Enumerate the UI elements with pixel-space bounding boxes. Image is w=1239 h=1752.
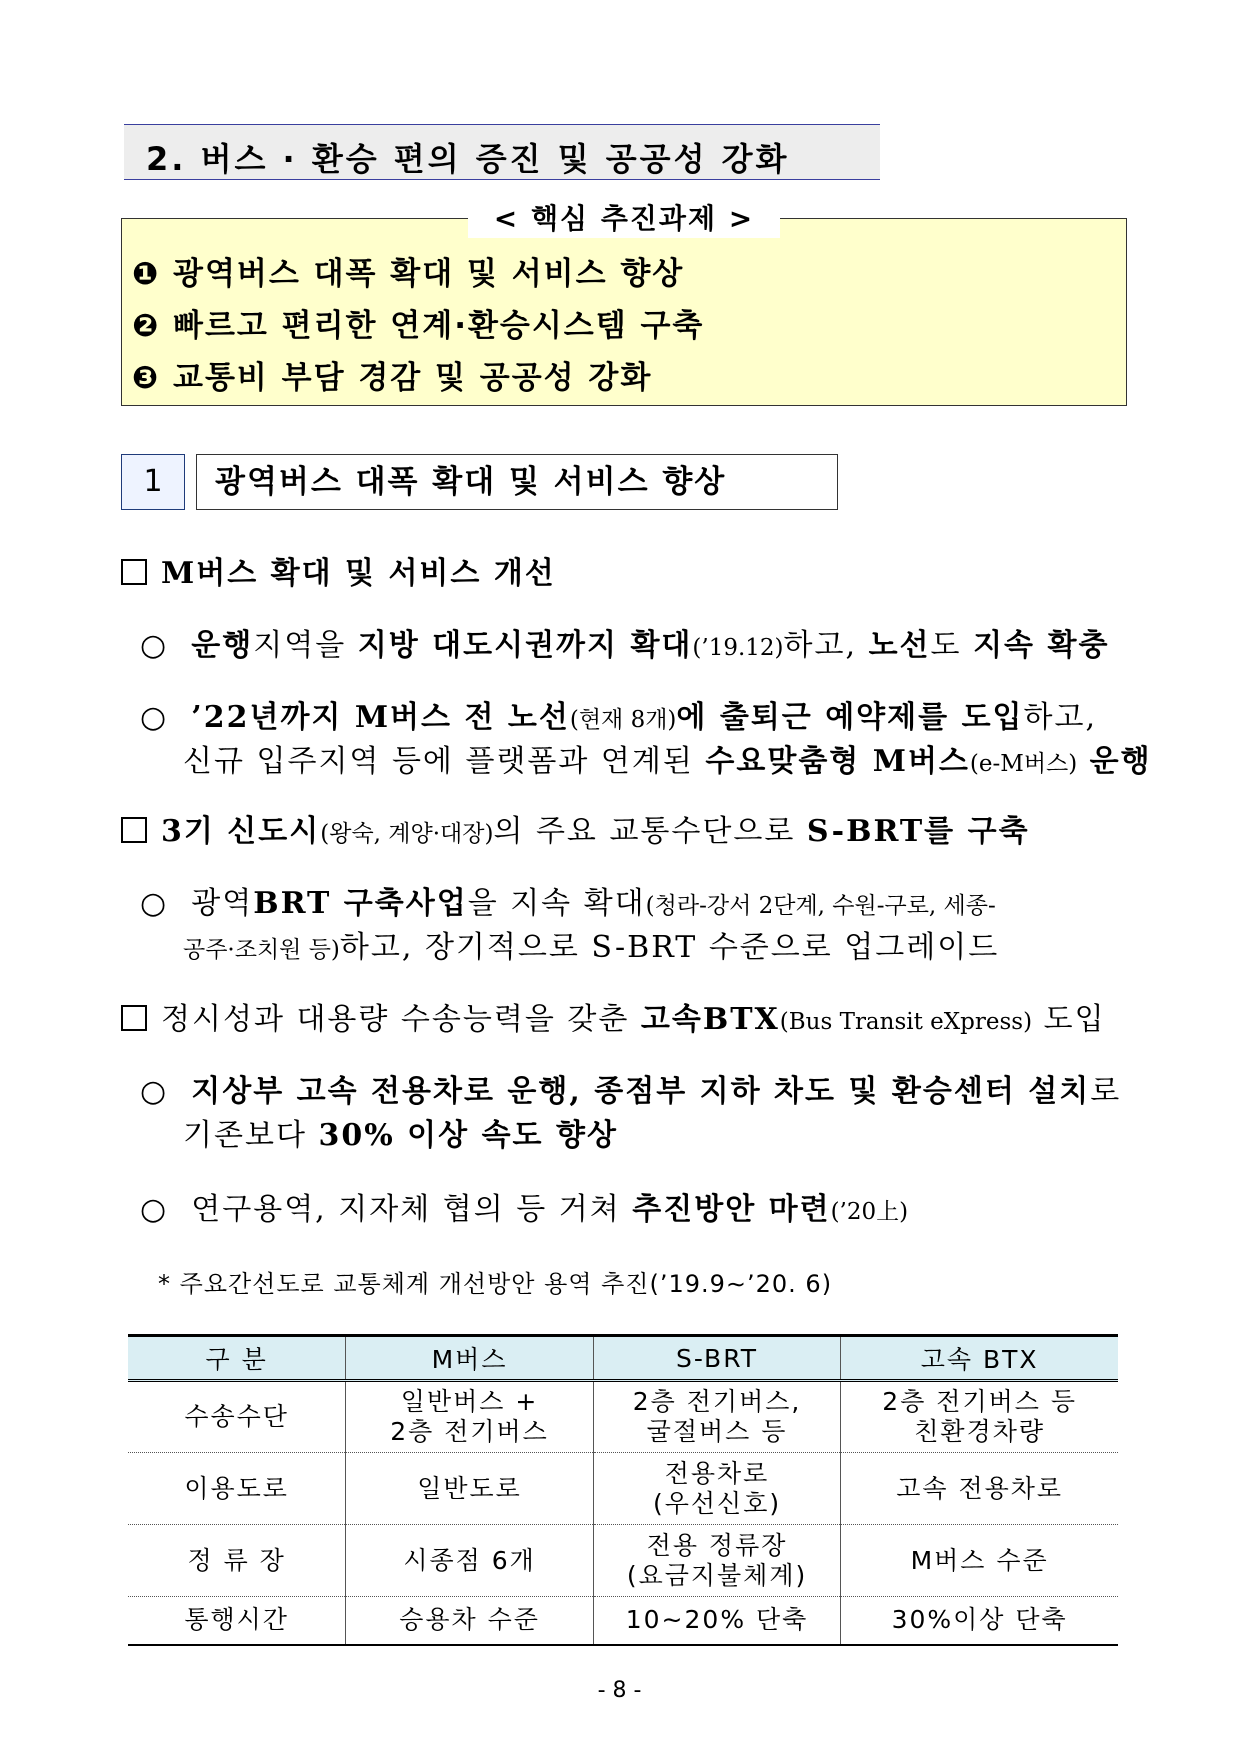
section-title-text: 2. 버스 · 환승 편의 증진 및 공공성 강화 <box>146 140 790 178</box>
bold-text: ’22년까지 M버스 전 노선 <box>191 700 570 735</box>
bullet-continuation <box>183 736 1152 780</box>
text: 로 <box>1090 1074 1122 1109</box>
bold-text: 고속BTX <box>640 1002 780 1037</box>
text: 하고, <box>1023 700 1098 735</box>
bullet-item <box>140 692 1097 736</box>
table-cell: 시종점 6개 <box>346 1525 594 1597</box>
table-cell: 2층 전기버스 등 친환경차량 <box>841 1381 1118 1453</box>
text: 정시성과 대용량 수송능력을 갖춘 <box>161 1002 641 1037</box>
bold-text: 에 출퇴근 예약제를 도입 <box>676 700 1024 735</box>
table-cell: 정 류 장 <box>128 1525 346 1597</box>
paragraph-heading: M버스 확대 및 서비스 개선 <box>161 556 556 591</box>
text: 신규 입주지역 등에 플랫폼과 연계된 <box>183 744 706 779</box>
bold-text: 추진방안 마련 <box>632 1192 831 1227</box>
table-cell: 승용차 수준 <box>346 1597 594 1645</box>
paragraph-s-brt <box>121 806 1030 850</box>
key-tasks-heading: < 핵심 추진과제 > <box>468 200 780 238</box>
comparison-table <box>128 1334 1118 1646</box>
bold-text: 운행 <box>191 628 254 663</box>
bullet-item <box>140 1184 908 1228</box>
bold-text: S-BRT를 구축 <box>806 814 1030 849</box>
small-text: (e-M버스) <box>969 751 1078 777</box>
bold-text: 3기 신도시 <box>161 814 321 849</box>
paragraph-btx <box>121 994 1106 1038</box>
small-text: (청라-강서 2단계, 수원-구로, 세종- <box>645 893 996 919</box>
subsection-title: 광역버스 대폭 확대 및 서비스 향상 <box>196 454 838 510</box>
bold-text: 지속 확충 <box>973 628 1110 663</box>
bold-text: 지상부 고속 전용차로 운행, 종점부 지하 차도 및 환승센터 설치 <box>191 1074 1091 1109</box>
table-row <box>128 1453 1118 1525</box>
table-cell: 일반도로 <box>346 1453 594 1525</box>
table-header-cell: 고속 BTX <box>841 1336 1118 1381</box>
subsection-number: 1 <box>121 454 185 510</box>
table-header-cell: S-BRT <box>593 1336 841 1381</box>
bullet-continuation <box>183 922 999 966</box>
text: 연구용역, 지자체 협의 등 거쳐 <box>191 1192 633 1227</box>
small-text: (’20上) <box>830 1199 909 1225</box>
table-header-cell: M버스 <box>346 1336 594 1381</box>
small-text: 공주·조치원 등) <box>183 937 340 963</box>
bold-text: BRT 구축사업 <box>253 886 468 921</box>
checkbox-square-icon <box>121 817 147 843</box>
table-cell: 일반버스 + 2층 전기버스 <box>346 1381 594 1453</box>
table-cell: 30%이상 단축 <box>841 1597 1118 1645</box>
paragraph-m-bus <box>121 548 556 592</box>
key-task-item-3: ❸ 교통비 부담 경감 및 공공성 강화 <box>132 360 653 396</box>
small-text: (왕숙, 계양·대장) <box>320 821 494 847</box>
table-cell: 수송수단 <box>128 1381 346 1453</box>
circle-bullet-icon: ○ <box>140 628 169 663</box>
bold-text: 노선 <box>868 628 931 663</box>
small-text: (’19.12) <box>692 635 784 661</box>
bullet-item <box>140 1066 1121 1110</box>
bold-text: 운행 <box>1077 744 1152 779</box>
bold-text: 지방 대도시권까지 확대 <box>357 628 693 663</box>
circle-bullet-icon: ○ <box>140 886 169 921</box>
bullet-item <box>140 620 1109 664</box>
text: 도 <box>930 628 974 663</box>
checkbox-square-icon <box>121 1005 147 1031</box>
text: 의 주요 교통수단으로 <box>493 814 807 849</box>
bold-text: 수요맞춤형 M버스 <box>705 744 970 779</box>
page-number: - 8 - <box>597 1678 642 1703</box>
bullet-item <box>140 878 996 922</box>
text: 하고, 장기적으로 S-BRT 수준으로 업그레이드 <box>339 930 1000 965</box>
table-cell: M버스 수준 <box>841 1525 1118 1597</box>
circle-bullet-icon: ○ <box>140 1074 169 1109</box>
small-text: (Bus Transit eXpress) <box>779 1009 1033 1035</box>
table-cell: 전용차로 (우선신호) <box>593 1453 841 1525</box>
checkbox-square-icon <box>121 559 147 585</box>
text: 도입 <box>1032 1002 1106 1037</box>
table-row <box>128 1597 1118 1645</box>
key-task-item-2: ❷ 빠르고 편리한 연계·환승시스템 구축 <box>132 308 705 344</box>
table-cell: 통행시간 <box>128 1597 346 1645</box>
small-text: (현재 8개) <box>569 707 677 733</box>
section-title <box>124 124 880 180</box>
footnote: * 주요간선도로 교통체계 개선방안 용역 추진(’19.9∼’20. 6) <box>158 1270 833 1298</box>
table-header-row <box>128 1336 1118 1381</box>
text: 기존보다 <box>183 1118 319 1153</box>
table-cell: 고속 전용차로 <box>841 1453 1118 1525</box>
table-cell: 전용 정류장 (요금지불체계) <box>593 1525 841 1597</box>
table-cell: 이용도로 <box>128 1453 346 1525</box>
table-row <box>128 1381 1118 1453</box>
key-task-item-1: ❶ 광역버스 대폭 확대 및 서비스 향상 <box>132 256 685 292</box>
table-row <box>128 1525 1118 1597</box>
table-header-cell: 구 분 <box>128 1336 346 1381</box>
bold-text: 30% 이상 속도 향상 <box>318 1118 618 1153</box>
text: 지역을 <box>253 628 358 663</box>
text: 하고, <box>783 628 869 663</box>
bullet-continuation <box>183 1110 618 1154</box>
table-cell: 10∼20% 단축 <box>593 1597 841 1645</box>
text: 을 지속 확대 <box>467 886 646 921</box>
text: 광역 <box>191 886 254 921</box>
circle-bullet-icon: ○ <box>140 700 169 735</box>
table-cell: 2층 전기버스, 굴절버스 등 <box>593 1381 841 1453</box>
circle-bullet-icon: ○ <box>140 1192 169 1227</box>
